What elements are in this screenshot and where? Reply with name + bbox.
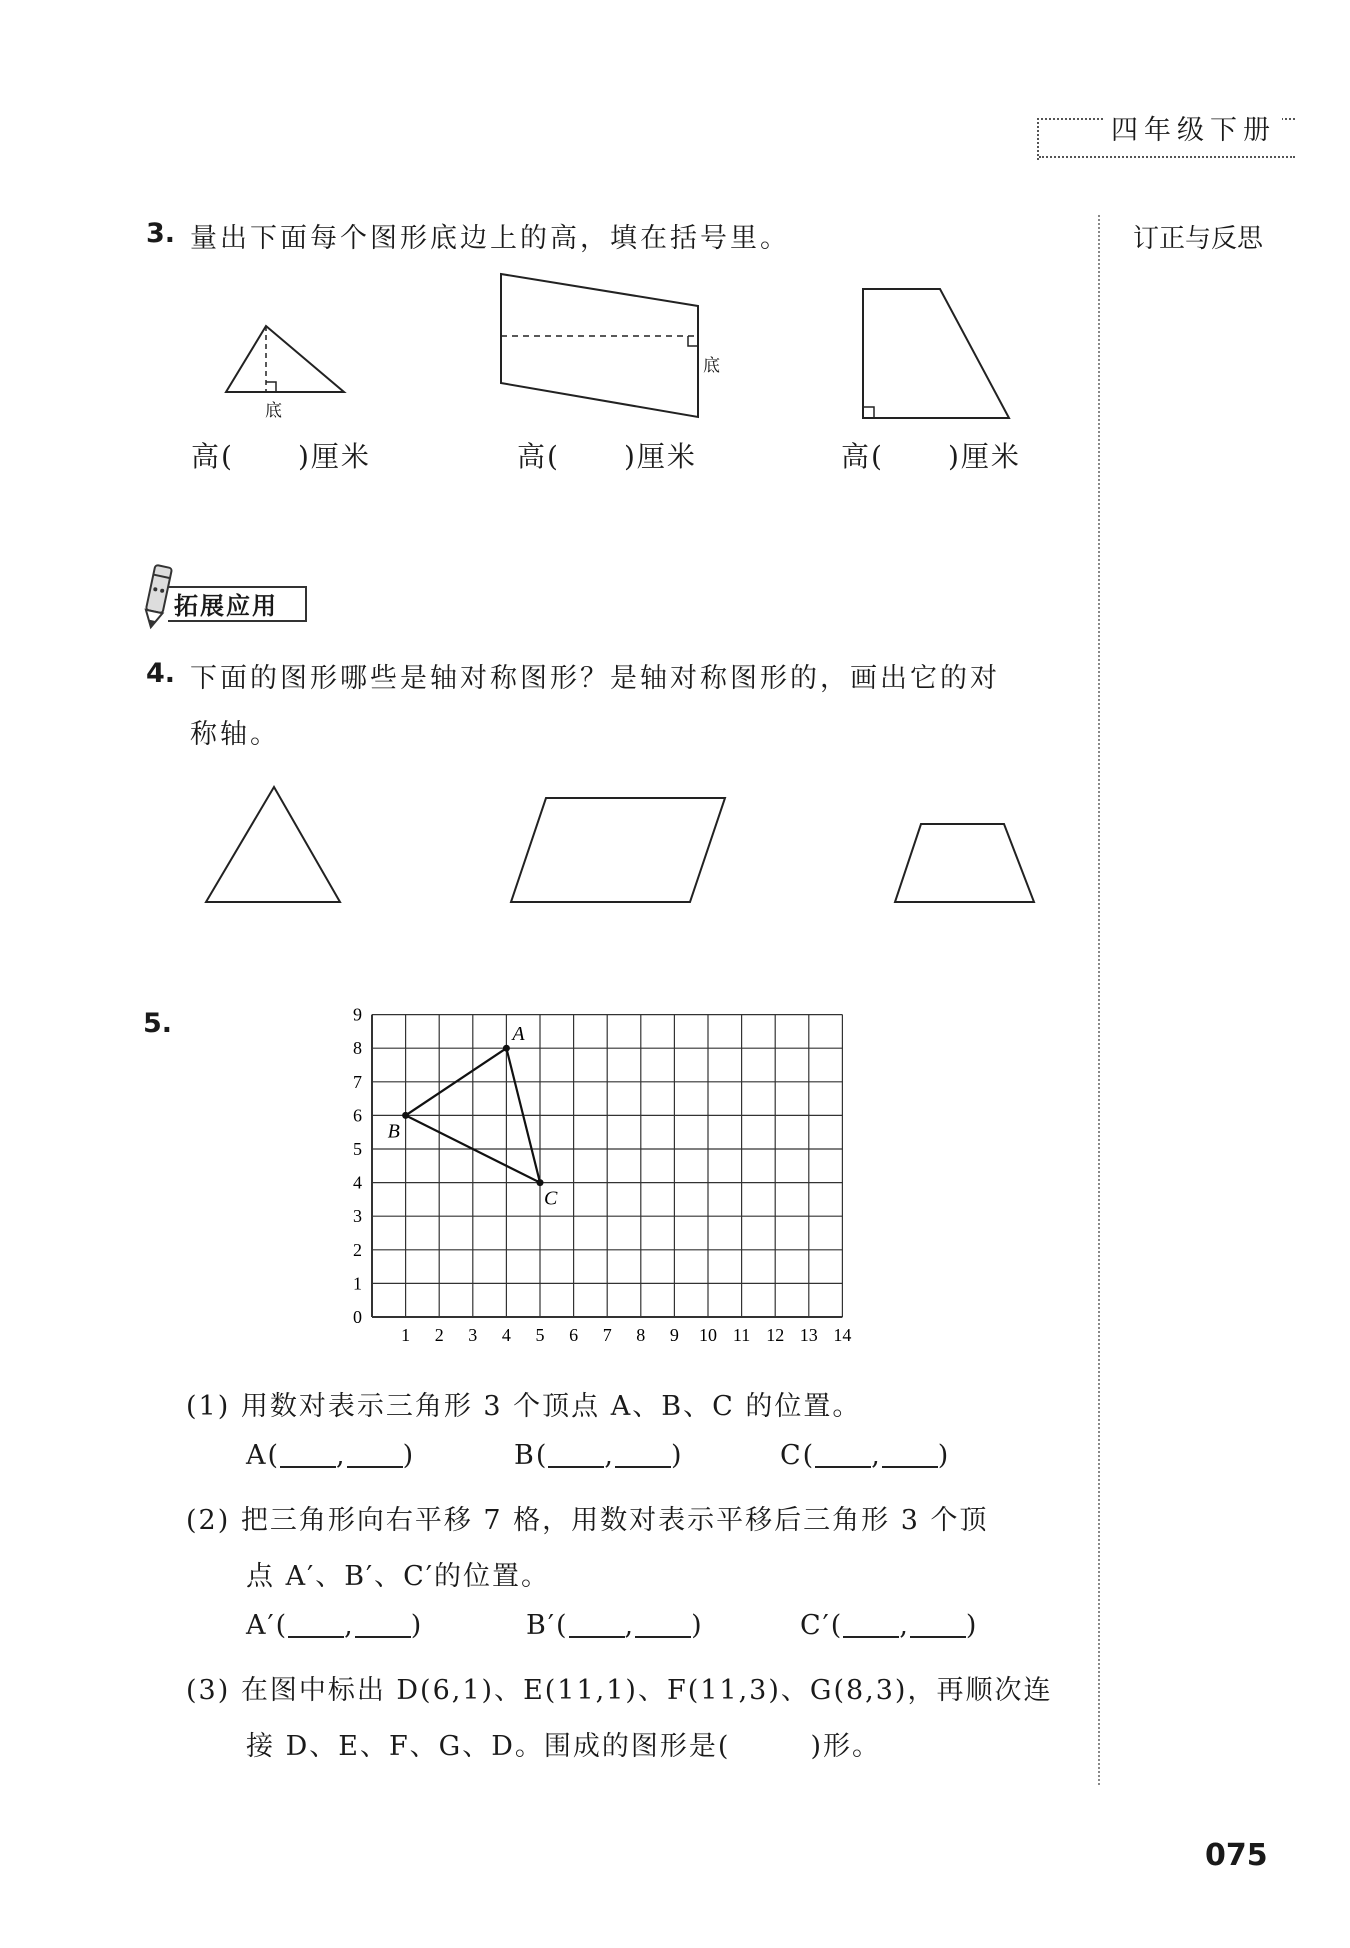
x-tick-label: 7 (602, 1325, 612, 1345)
q5-sub1-answer-a (246, 1440, 415, 1471)
q5-sub2-answer-b (526, 1610, 704, 1641)
sidebar-title: 订正与反思 (1133, 224, 1264, 254)
y-tick-label: 7 (353, 1071, 362, 1092)
x-tick-label: 8 (636, 1325, 646, 1345)
q3-base-label-1: 底 (265, 401, 282, 421)
answer-blank[interactable] (882, 1442, 938, 1468)
point-label: B( (514, 1440, 549, 1471)
answer-blank[interactable] (548, 1442, 604, 1468)
answer-blank[interactable] (615, 1442, 671, 1468)
comma: , (624, 1610, 636, 1641)
comma: , (899, 1610, 910, 1641)
point-label: C′( (800, 1610, 844, 1641)
vertex-point (503, 1045, 510, 1052)
answer-blank[interactable] (355, 1612, 411, 1638)
q3-answer-2 (517, 435, 697, 475)
answer-blank[interactable] (280, 1442, 336, 1468)
answer-prefix: 高( (517, 440, 560, 473)
x-tick-label: 5 (535, 1325, 545, 1345)
answer-suffix: )厘米 (623, 440, 697, 473)
q3-triangle (226, 326, 344, 392)
answer-blank[interactable] (843, 1612, 899, 1638)
q3-right-trapezoid (863, 289, 1009, 418)
answer-suffix: )厘米 (947, 440, 1021, 473)
q5-sub3-line-1: (3) 在图中标出 D(6,1)、E(11,1)、F(11,3)、G(8,3)，再顺次连 (186, 1675, 1053, 1706)
q5-sub1-answer-c (780, 1440, 950, 1471)
answer-blank[interactable] (635, 1612, 691, 1638)
vertex-label: A (512, 1023, 525, 1046)
q4-trapezoid (895, 824, 1034, 902)
close-paren: ) (402, 1440, 416, 1471)
point-label: B′( (526, 1610, 569, 1641)
y-tick-label: 8 (353, 1038, 362, 1059)
coordinate-grid (340, 995, 870, 1355)
close-paren: ) (937, 1440, 951, 1471)
q5-sub2-line-1: (2) 把三角形向右平移 7 格，用数对表示平移后三角形 3 个顶 (186, 1505, 989, 1536)
y-tick-label: 3 (353, 1206, 362, 1227)
q5-sub1-text: (1) 用数对表示三角形 3 个顶点 A、B、C 的位置。 (186, 1391, 862, 1422)
q3-answer-3 (841, 435, 1021, 475)
point-label: A′( (246, 1610, 289, 1641)
q5-sub1-answer-b (514, 1440, 684, 1471)
x-tick-label: 10 (699, 1325, 717, 1345)
q5-sub2-answer-c (800, 1610, 978, 1641)
q5-sub2-answer-a (246, 1610, 423, 1641)
answer-suffix: )厘米 (297, 440, 371, 473)
point-label: C( (780, 1440, 816, 1471)
x-tick-label: 1 (401, 1325, 411, 1345)
page-number: 075 (1205, 1838, 1268, 1873)
x-tick-label: 3 (468, 1325, 478, 1345)
y-tick-label: 2 (353, 1239, 362, 1260)
vertex-point (402, 1112, 409, 1119)
q4-number: 4. (146, 658, 176, 689)
x-tick-label: 4 (501, 1325, 511, 1345)
y-tick-label: 5 (353, 1139, 362, 1159)
q3-answer-1 (191, 435, 371, 475)
answer-blank[interactable] (910, 1612, 966, 1638)
q3-text: 量出下面每个图形底边上的高，填在括号里。 (190, 223, 790, 254)
answer-prefix: 高( (191, 440, 234, 473)
comma: , (336, 1440, 347, 1471)
q3-number: 3. (146, 218, 176, 249)
vertex-point (537, 1179, 544, 1186)
x-tick-label: 6 (569, 1325, 579, 1345)
x-tick-label: 2 (434, 1325, 444, 1345)
comma: , (871, 1440, 882, 1471)
q5-sub2-line-2: 点 A′、B′、C′的位置。 (246, 1561, 550, 1592)
point-label: A( (246, 1440, 281, 1471)
answer-blank[interactable] (288, 1612, 344, 1638)
q4-parallelogram (511, 798, 725, 902)
x-tick-label: 14 (833, 1325, 852, 1345)
section-title: 拓展应用 (168, 586, 307, 622)
grade-label: 四年级下册 (1105, 108, 1282, 147)
x-tick-label: 11 (732, 1325, 751, 1345)
x-tick-label: 13 (799, 1325, 818, 1345)
sub3-text-a: 接 D、E、F、G、D。围成的图形是( (246, 1731, 731, 1762)
q3-figures (0, 0, 1350, 500)
q4-figures (0, 760, 1100, 920)
vertex-label: B (387, 1120, 400, 1143)
q4-line-2: 称轴。 (190, 719, 280, 750)
comma: , (604, 1440, 615, 1471)
q3-base-label-2: 底 (703, 356, 720, 376)
q5-sub3-line-2 (246, 1724, 881, 1763)
q5-number: 5. (143, 1008, 173, 1039)
y-tick-label: 1 (353, 1273, 362, 1294)
close-paren: ) (965, 1610, 979, 1641)
q4-line-1: 下面的图形哪些是轴对称图形？是轴对称图形的，画出它的对 (190, 663, 1000, 694)
close-paren: ) (410, 1610, 424, 1641)
q4-triangle (206, 787, 340, 902)
close-paren: ) (691, 1610, 704, 1641)
close-paren: ) (670, 1440, 684, 1471)
comma: , (344, 1610, 355, 1641)
y-tick-label: 6 (353, 1105, 362, 1126)
answer-blank[interactable] (569, 1612, 625, 1638)
y-tick-label: 9 (353, 1004, 362, 1025)
sub3-text-b: )形。 (810, 1731, 881, 1762)
x-tick-label: 12 (766, 1325, 785, 1345)
q3-quadrilateral (501, 274, 698, 417)
y-tick-label: 4 (353, 1172, 362, 1193)
x-tick-label: 9 (669, 1325, 679, 1345)
y-tick-label: 0 (353, 1307, 362, 1327)
answer-blank[interactable] (815, 1442, 871, 1468)
vertex-label: C (544, 1187, 558, 1210)
answer-blank[interactable] (347, 1442, 403, 1468)
answer-prefix: 高( (841, 440, 884, 473)
